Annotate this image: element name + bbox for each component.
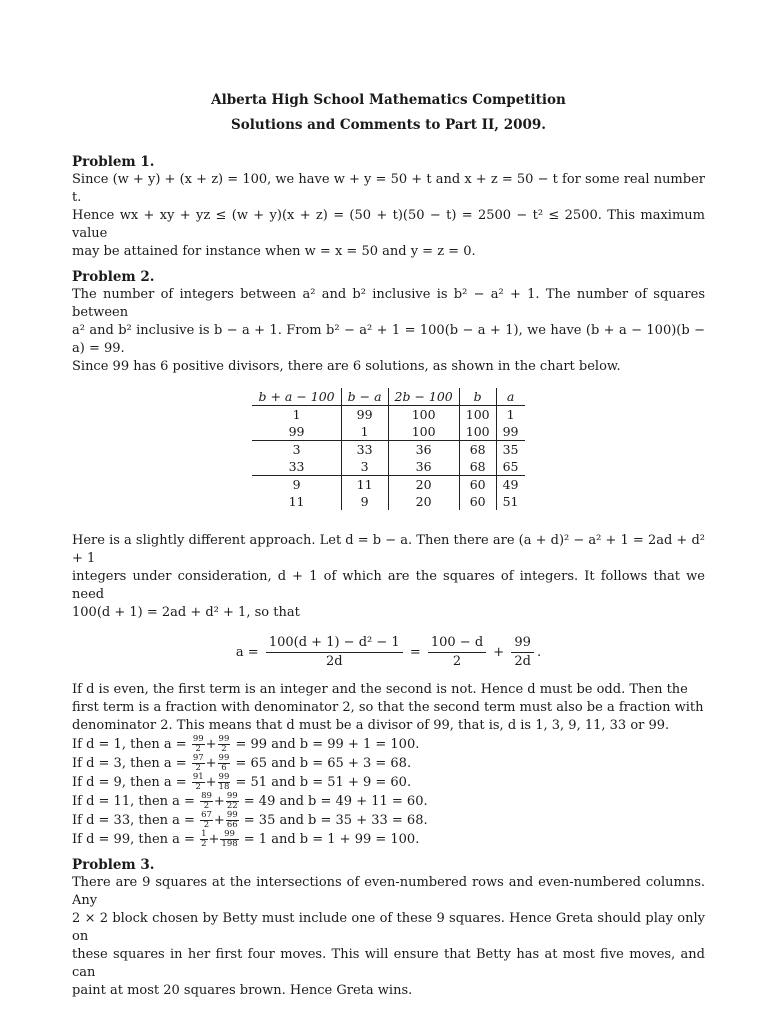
- case-line: If d = 99, then a = $\frac{1}{2}$ + $\frac{99}{198}$ = 1 and b = 1 + 99 = 100.: [72, 829, 420, 849]
- numerator: 99: [218, 734, 230, 744]
- denominator: 2d: [325, 654, 343, 669]
- problem-2-heading: Problem 2.: [72, 269, 155, 285]
- table-cell: 100: [388, 406, 459, 424]
- column-header: 2b − 100: [388, 388, 459, 406]
- equation-lhs: a =: [235, 645, 259, 660]
- table-cell: 49: [496, 476, 524, 494]
- problem-3-line: paint at most 20 squares brown. Hence Greta wins.: [72, 983, 413, 998]
- display-equation: [72, 634, 705, 671]
- case-line: If d = 9, then a = $\frac{91}{2}$ + $\frac{99}{18}$ = 51 and b = 51 + 9 = 60.: [72, 772, 412, 792]
- denominator: 2: [195, 744, 201, 754]
- approach-line: integers under consideration, d + 1 of which are the squares of integers. It follows that we need: [72, 569, 705, 602]
- table-cell: 1: [341, 423, 388, 441]
- numerator: 91: [192, 772, 204, 782]
- table-cell: 33: [341, 441, 388, 459]
- table-cell: 100: [459, 406, 496, 424]
- numerator: 1: [201, 829, 207, 839]
- table-cell: 9: [341, 493, 388, 510]
- approach-line: 100(d + 1) = 2ad + d² + 1, so that: [72, 605, 300, 620]
- problem-3-line: 2 × 2 block chosen by Betty must include one of these 9 squares. Hence Greta should play only on: [72, 911, 705, 944]
- problem-2-intro-line: Since 99 has 6 positive divisors, there are 6 solutions, as shown in the chart below.: [72, 359, 621, 374]
- column-header: b: [459, 388, 496, 406]
- denominator: 2d: [514, 654, 531, 669]
- table-row: [252, 406, 524, 424]
- numerator: 100 − d: [428, 634, 486, 653]
- approach-line: Here is a slightly different approach. Let d = b − a. Then there are (a + d)² − a² + 1 = 2ad + d² + 1: [72, 533, 705, 566]
- denominator: 2: [201, 839, 207, 849]
- table-cell: 99: [341, 406, 388, 424]
- problem-1-heading: Problem 1.: [72, 154, 155, 170]
- plus-sign: +: [493, 645, 505, 660]
- inline-fraction: [200, 830, 207, 849]
- table-cell: 20: [388, 493, 459, 510]
- table-cell: 100: [388, 423, 459, 441]
- denominator: 2: [203, 801, 210, 811]
- reasoning-line: first term is a fraction with denominator 2, so that the second term must also be a fraction with: [72, 700, 704, 715]
- numerator: 99: [511, 634, 534, 653]
- table-row: [252, 493, 524, 510]
- case-suffix: = 99 and b = 99 + 1 = 100.: [235, 737, 420, 752]
- inline-fraction: [218, 773, 231, 792]
- case-line: If d = 3, then a = $\frac{97}{2}$ + $\frac{99}{6}$ = 65 and b = 65 + 3 = 68.: [72, 753, 412, 773]
- numerator: 99: [218, 772, 230, 782]
- reasoning-line: If d is even, the first term is an integer and the second is not. Hence d must be odd. Then the: [72, 682, 688, 697]
- table-cell: 1: [292, 407, 301, 422]
- numerator: 100(d + 1) − d² − 1: [266, 634, 403, 653]
- case-suffix: = 65 and b = 65 + 3 = 68.: [235, 756, 412, 771]
- table-header-row: [252, 388, 524, 406]
- numerator: 99: [226, 810, 238, 820]
- solutions-table: [252, 388, 524, 510]
- denominator: 18: [218, 782, 230, 792]
- inline-fraction: [226, 792, 239, 811]
- case-suffix: = 35 and b = 35 + 33 = 68.: [243, 813, 428, 828]
- alternate-approach: [72, 532, 705, 622]
- problem-2-intro-line: a² and b² inclusive is b − a + 1. From b² − a² + 1 = 100(b − a + 1), we have (b + a − 100)(b − a) = 99.: [72, 323, 705, 356]
- case-suffix: = 51 and b = 51 + 9 = 60.: [235, 775, 412, 790]
- table-cell: 35: [496, 441, 524, 459]
- column-header: b − a: [341, 388, 388, 406]
- table-cell: 51: [496, 493, 524, 510]
- table-cell: 99: [288, 424, 305, 439]
- denominator: 6: [221, 763, 227, 773]
- case-prefix: If d = 9, then a =: [72, 775, 187, 790]
- reasoning-line: denominator 2. This means that d must be a divisor of 99, that is, d is 1, 3, 9, 11, 33 or 99.: [72, 718, 670, 733]
- inline-fraction: [218, 735, 231, 754]
- inline-fraction: [226, 811, 239, 830]
- numerator: 99: [218, 753, 230, 763]
- case-suffix: = 49 and b = 49 + 11 = 60.: [243, 794, 428, 809]
- denominator: 198: [221, 839, 238, 849]
- numerator: 97: [192, 753, 204, 763]
- denominator: 2: [452, 654, 462, 669]
- case-line: If d = 1, then a = $\frac{99}{2}$ + $\frac{99}{2}$ = 99 and b = 99 + 1 = 100.: [72, 734, 420, 754]
- table-cell: 36: [388, 458, 459, 476]
- problem-2-section: [72, 269, 705, 849]
- table-cell: 68: [459, 458, 496, 476]
- document-title: Alberta High School Mathematics Competition: [211, 92, 566, 108]
- fraction: [428, 634, 486, 671]
- case-suffix: = 1 and b = 1 + 99 = 100.: [243, 832, 420, 847]
- numerator: 99: [220, 830, 238, 840]
- inline-fraction: [218, 754, 231, 773]
- numerator: 67: [201, 810, 212, 820]
- table-cell: 20: [388, 476, 459, 494]
- table-cell: 36: [388, 441, 459, 459]
- inline-fraction: [192, 754, 205, 773]
- case-line: If d = 33, then a = $\frac{67}{2}$ + $\frac{99}{66}$ = 35 and b = 35 + 33 = 68.: [72, 810, 428, 830]
- denominator: 2: [195, 782, 201, 792]
- table-row: [252, 476, 524, 494]
- table-cell: 3: [341, 458, 388, 476]
- problem-3-heading: Problem 3.: [72, 857, 155, 873]
- table-cell: 11: [341, 476, 388, 494]
- column-header: b + a − 100: [252, 388, 341, 406]
- case-prefix: If d = 11, then a =: [72, 794, 195, 809]
- case-prefix: If d = 1, then a =: [72, 737, 187, 752]
- problem-3-section: [72, 857, 705, 1000]
- table-cell: 99: [496, 423, 524, 441]
- numerator: 99: [192, 734, 204, 744]
- table-cell: 11: [288, 494, 305, 509]
- equals-sign: =: [409, 645, 421, 660]
- table-cell: 3: [252, 441, 341, 459]
- numerator: 89: [201, 791, 212, 801]
- case-prefix: If d = 3, then a =: [72, 756, 187, 771]
- inline-fraction: [200, 811, 213, 830]
- problem-1-line: Since (w + y) + (x + z) = 100, we have w + y = 50 + t and x + z = 50 − t for some real number t.: [72, 172, 705, 205]
- table-cell: 60: [459, 476, 496, 494]
- case-line: If d = 11, then a = $\frac{89}{2}$ + $\frac{99}{22}$ = 49 and b = 49 + 11 = 60.: [72, 791, 428, 811]
- reasoning-paragraph: [72, 681, 705, 735]
- problem-3-line: There are 9 squares at the intersections of even-numbered rows and even-numbered columns. Any: [72, 875, 705, 908]
- denominator: 2: [195, 763, 201, 773]
- table-cell: 60: [459, 493, 496, 510]
- problem-3-line: these squares in her first four moves. This will ensure that Betty has at most five moves, and can: [72, 947, 705, 980]
- table-row: [252, 423, 524, 441]
- inline-fraction: [192, 773, 205, 792]
- case-prefix: If d = 33, then a =: [72, 813, 195, 828]
- table-cell: 33: [288, 459, 305, 474]
- fraction: [511, 634, 534, 671]
- inline-fraction: [220, 830, 238, 849]
- fraction: [266, 634, 403, 671]
- case-prefix: If d = 99, then a =: [72, 832, 195, 847]
- denominator: 2: [221, 744, 227, 754]
- document-subtitle: Solutions and Comments to Part II, 2009.: [231, 117, 546, 133]
- table-row: [252, 458, 524, 476]
- inline-fraction: [200, 792, 213, 811]
- problem-2-intro-line: The number of integers between a² and b² inclusive is b² − a² + 1. The number of squares between: [72, 287, 705, 320]
- denominator: 22: [226, 801, 238, 811]
- case-list: [72, 735, 705, 849]
- table-cell: 65: [496, 458, 524, 476]
- table-row: [252, 441, 524, 459]
- table-cell: 1: [496, 406, 524, 424]
- inline-fraction: [192, 735, 205, 754]
- problem-1-line: Hence wx + xy + yz ≤ (w + y)(x + z) = (50 + t)(50 − t) = 2500 − t² ≤ 2500. This maximum value: [72, 208, 705, 241]
- denominator: 66: [226, 820, 238, 830]
- column-header: a: [496, 388, 524, 406]
- denominator: 2: [203, 820, 210, 830]
- problem-1-section: [72, 154, 705, 261]
- equation-end: .: [536, 645, 542, 660]
- numerator: 99: [226, 791, 238, 801]
- table-cell: 68: [459, 441, 496, 459]
- problem-1-line: may be attained for instance when w = x = 50 and y = z = 0.: [72, 244, 476, 259]
- table-cell: 100: [459, 423, 496, 441]
- table-cell: 9: [252, 476, 341, 494]
